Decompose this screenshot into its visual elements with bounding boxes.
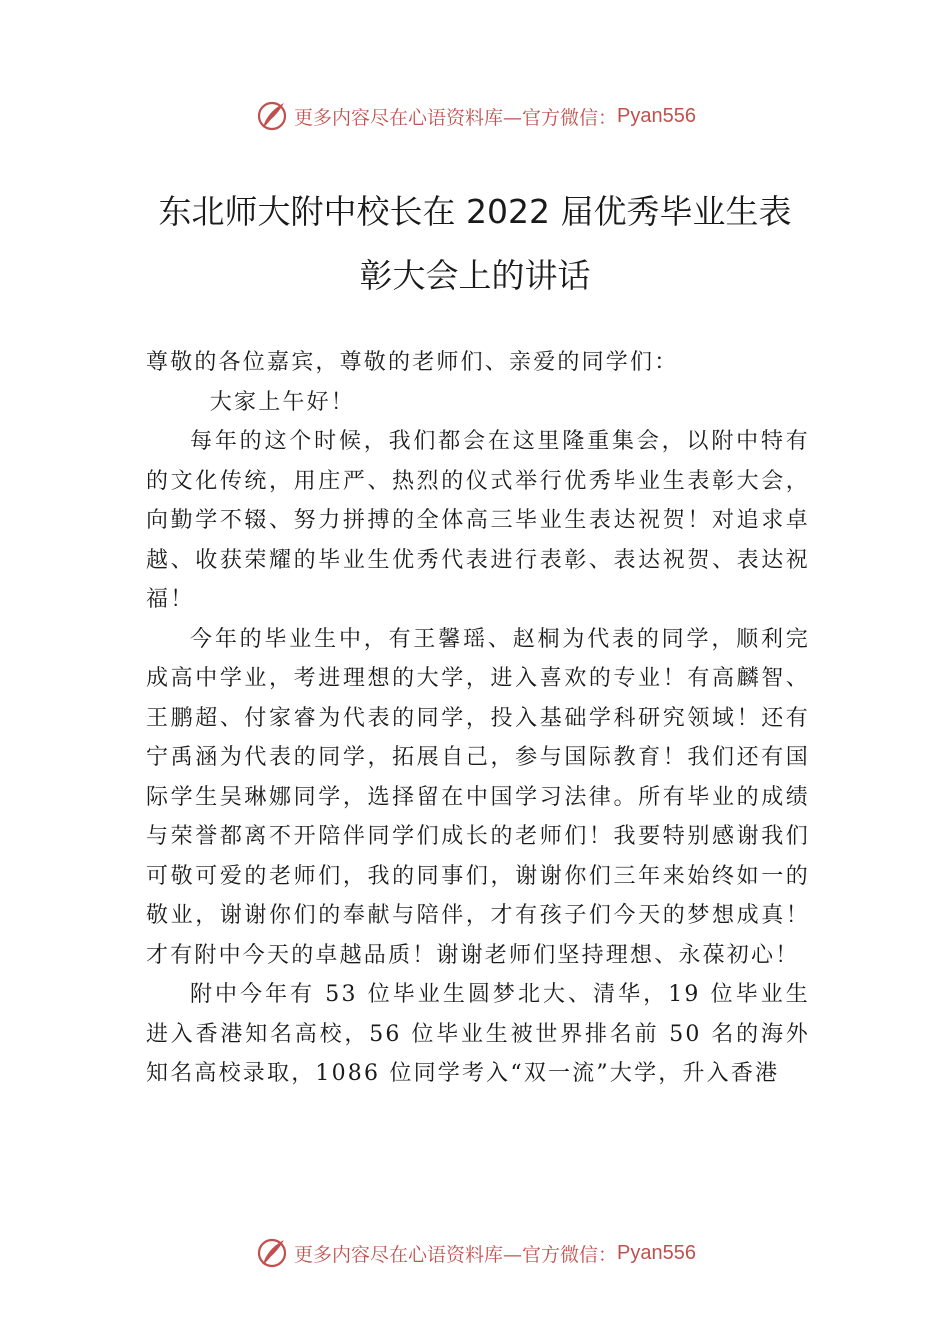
feather-pen-logo-icon bbox=[254, 98, 290, 134]
title-line-1: 东北师大附中校长在 2022 届优秀毕业生表 bbox=[158, 192, 792, 231]
watermark-text: 更多内容尽在心语资料库—官方微信： bbox=[294, 106, 618, 129]
wechat-id: Pyan556 bbox=[617, 104, 696, 127]
paragraph: 附中今年有 53 位毕业生圆梦北大、清华，19 位毕业生进入香港知名高校，56 位毕业生被世界排名前 50 名的海外知名高校录取，1086 位同学考入“双一流”大学，升入香港 bbox=[146, 982, 810, 1086]
wechat-id: Pyan556 bbox=[617, 1241, 696, 1264]
title-line-2: 彰大会上的讲话 bbox=[359, 256, 591, 295]
paragraph: 今年的毕业生中，有王馨瑶、赵桐为代表的同学，顺利完成高中学业，考进理想的大学，进入喜欢的专业！有高麟智、王鹏超、付家睿为代表的同学，投入基础学科研究领域！还有宁禹涵为代表的同学，拓展自己，参与国际教育！我们还有国际学生吴琳娜同学，选择留在中国学习法律。所有毕业的成绩与荣誉都离不开陪伴同学们成长的老师们！我要特别感谢我们可敬可爱的老师们，我的同事们，谢谢你们三年来始终如一的敬业，谢谢你们的奉献与陪伴，才有孩子们今天的梦想成真！才有附中今天的卓越品质！谢谢老师们坚持理想、永葆初心！ bbox=[146, 626, 810, 968]
document-body bbox=[146, 343, 810, 1094]
footer-watermark bbox=[0, 1233, 950, 1273]
document-title bbox=[120, 180, 830, 308]
paragraph: 每年的这个时候，我们都会在这里隆重集会，以附中特有的文化传统，用庄严、热烈的仪式举行优秀毕业生表彰大会，向勤学不辍、努力拼搏的全体高三毕业生表达祝贺！对追求卓越、收获荣耀的毕业生优秀代表进行表彰、表达祝贺、表达祝福！ bbox=[146, 429, 810, 612]
salutation: 尊敬的各位嘉宾，尊敬的老师们、亲爱的同学们： bbox=[146, 350, 679, 375]
header-watermark bbox=[0, 96, 950, 136]
greeting: 大家上午好！ bbox=[209, 389, 355, 415]
watermark-text: 更多内容尽在心语资料库—官方微信： bbox=[294, 1243, 618, 1266]
feather-pen-logo-icon bbox=[254, 1235, 290, 1271]
